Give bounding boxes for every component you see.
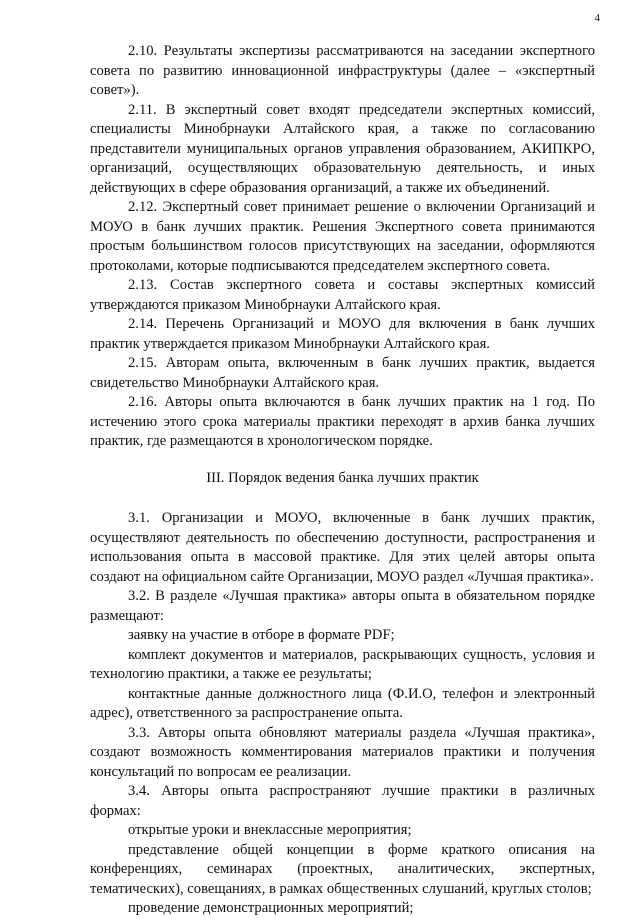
paragraph-2-15: 2.15. Авторам опыта, включенным в банк лучших практик, выдается свидетельство Минобрнауки Алтайского края. — [90, 355, 595, 391]
list-item: комплект документов и материалов, раскрывающих сущность, условия и технологию практики, а также ее результаты; — [90, 646, 595, 682]
paragraph-2-12: 2.12. Экспертный совет принимает решение о включении Организаций и МОУО в банк лучших практик. Решения Экспертного совета принимаются простым большинством голосов присутствующих на заседании, оформляются протоколами, которые подписываются председателем экспертного совета. — [90, 199, 595, 274]
list-item: проведение демонстрационных мероприятий; — [128, 900, 414, 916]
list-item: заявку на участие в отборе в формате PDF; — [128, 627, 395, 643]
document-body — [90, 42, 595, 919]
list-item: представление общей концепции в форме краткого описания на конференциях, семинарах (проектных, аналитических, экспертных, тематических), совещаниях, в рамках общественных слушаний, круглых столов; — [90, 841, 595, 897]
paragraph-2-16: 2.16. Авторы опыта включаются в банк лучших практик на 1 год. По истечению этого срока материалы практики переходят в архив банка лучших практик, где размещаются в хронологическом порядке. — [90, 394, 595, 449]
section-heading: III. Порядок ведения банка лучших практик — [206, 469, 479, 486]
paragraph-2-13: 2.13. Состав экспертного совета и составы экспертных комиссий утверждаются приказом Минобрнауки Алтайского края. — [90, 277, 595, 313]
paragraph-3-4: 3.4. Авторы опыта распространяют лучшие практики в различных формах: — [90, 783, 595, 819]
paragraph-3-2: 3.2. В разделе «Лучшая практика» авторы опыта в обязательном порядке размещают: — [90, 588, 595, 624]
paragraph-2-11: 2.11. В экспертный совет входят председатели экспертных комиссий, специалисты Минобрнауки Алтайского края, а также по согласованию представители муниципальных органов управления образованием, АКИПКРО, организаций, осуществляющих образовательную деятельность, и иных действующих в сфере образования организаций, а также их объединений. — [90, 101, 595, 196]
paragraph-2-10: 2.10. Результаты экспертизы рассматриваются на заседании экспертного совета по развитию инновационной инфраструктуры (далее – «экспертный совет»). — [90, 43, 595, 98]
paragraph-2-14: 2.14. Перечень Организаций и МОУО для включения в банк лучших практик утверждается приказом Минобрнауки Алтайского края. — [90, 316, 595, 352]
list-item: открытые уроки и внеклассные мероприятия; — [128, 822, 412, 838]
paragraph-3-3: 3.3. Авторы опыта обновляют материалы раздела «Лучшая практика», создают возможность комментирования материалов практики и получения консультаций по вопросам ее реализации. — [90, 724, 595, 780]
list-item: контактные данные должностного лица (Ф.И.О, телефон и электронный адрес), ответственного за распространение опыта. — [90, 685, 595, 721]
page-number: 4 — [594, 12, 600, 24]
paragraph-3-1: 3.1. Организации и МОУО, включенные в банк лучших практик, осуществляют деятельность по обеспечению доступности, распространения и использования опыта в массовой практике. Для этих целей авторы опыта создают на официальном сайте Организации, МОУО раздел «Лучшая практика». — [90, 510, 595, 585]
